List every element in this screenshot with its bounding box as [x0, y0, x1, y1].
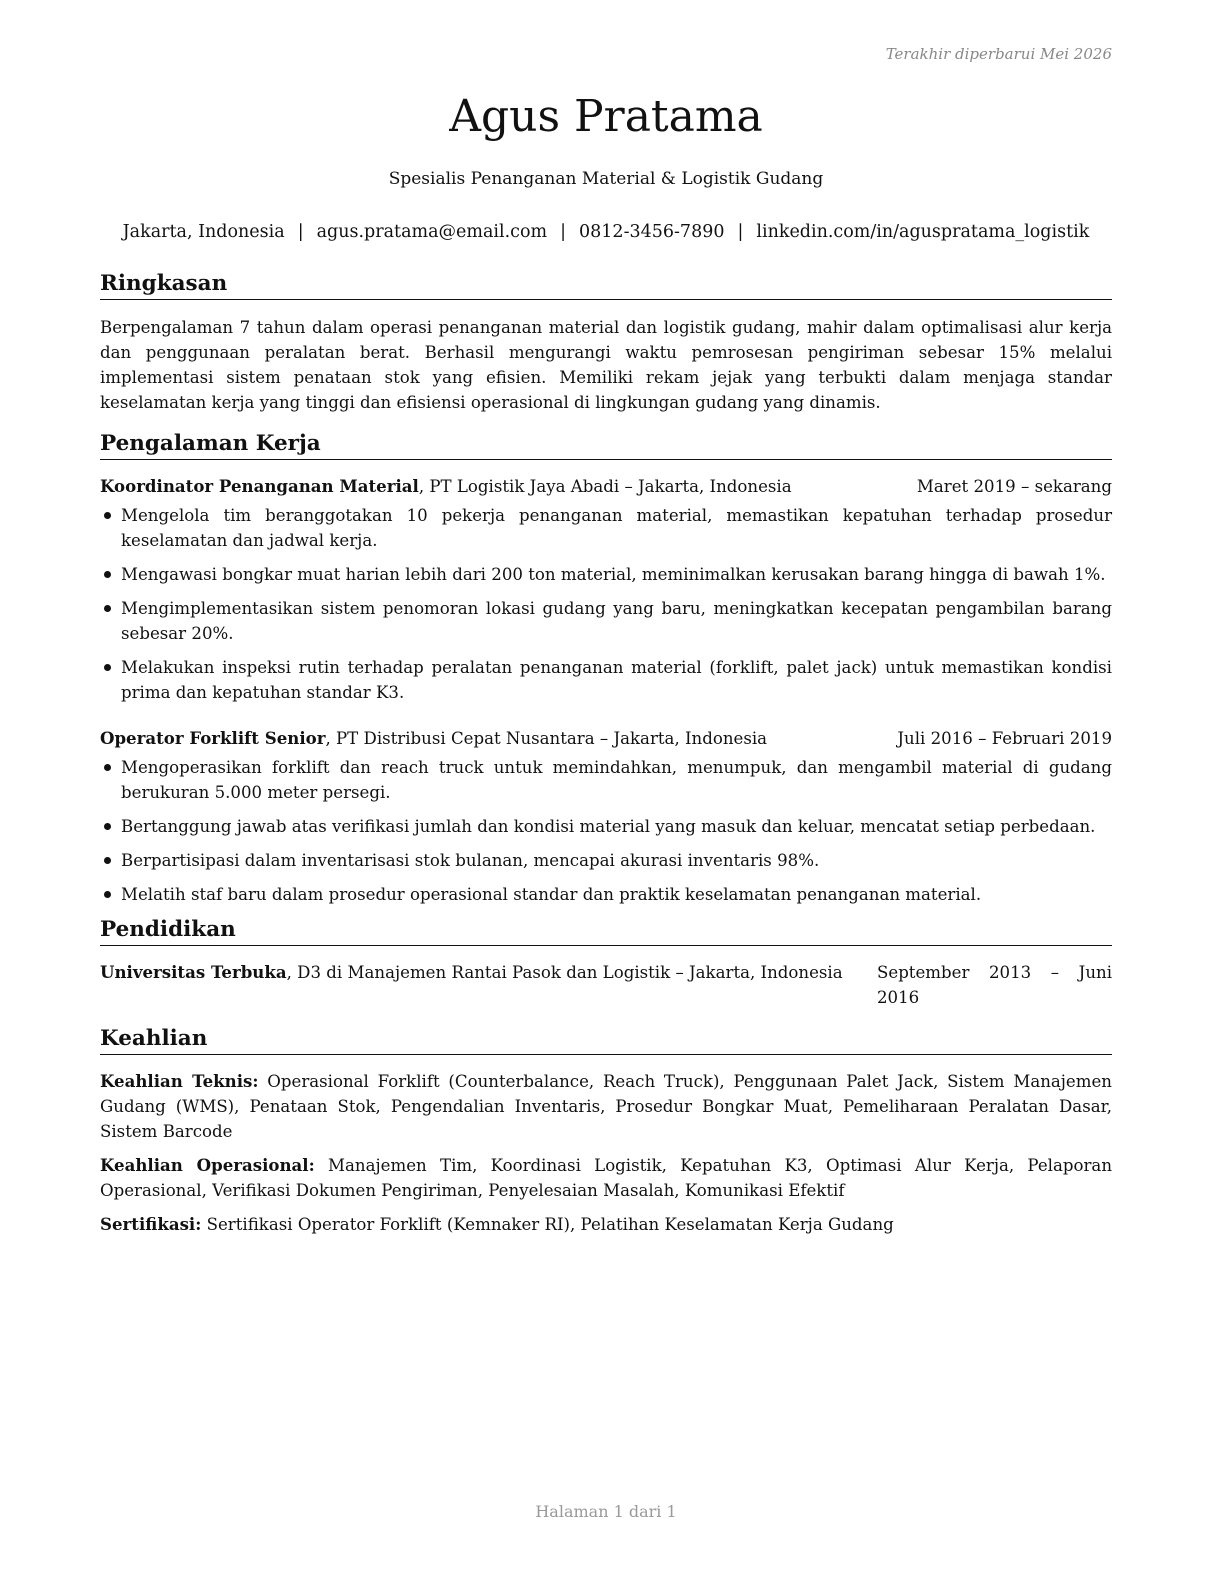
skill-text: Manajemen Tim, Koordinasi Logistik, Kepatuhan K3, Optimasi Alur Kerja, Pelaporan Operasional, Verifikasi Dokumen Pengiriman, Penyelesaian Masalah, Komunikasi Efektif — [100, 1156, 1113, 1200]
skill-label: Keahlian Operasional: — [100, 1155, 315, 1175]
education-dates: September 2013 – Juni 2016 — [877, 963, 1112, 1007]
candidate-name: Agus Pratama — [449, 91, 763, 142]
job-entry — [100, 474, 1112, 705]
bullet-icon — [104, 764, 111, 771]
last-updated: Terakhir diperbarui Mei 2026 — [885, 45, 1112, 63]
bullet-item: Mengoperasikan forklift dan reach truck untuk memindahkan, menumpuk, dan mengambil material di gudang berukuran 5.000 meter persegi. — [100, 755, 1112, 805]
bullet-icon — [104, 605, 111, 612]
contact-email[interactable]: agus.pratama@email.com — [316, 222, 548, 242]
skill-text: Operasional Forklift (Counterbalance, Reach Truck), Penggunaan Palet Jack, Sistem Manajemen Gudang (WMS), Penataan Stok, Pengendalian Inventaris, Prosedur Bongkar Muat, Pemeliharaan Peralatan Dasar, Sistem Barcode — [100, 1072, 1112, 1141]
bullet-icon — [104, 891, 111, 898]
experience-heading: Pengalaman Kerja — [100, 430, 1112, 460]
job-company: , PT Distribusi Cepat Nusantara – Jakarta, Indonesia — [325, 729, 768, 748]
contact-separator: | — [737, 222, 744, 242]
skill-label: Keahlian Teknis: — [100, 1071, 259, 1091]
contact-location: Jakarta, Indonesia — [122, 222, 285, 242]
bullet-item: Mengimplementasikan sistem penomoran lokasi gudang yang baru, meningkatkan kecepatan pengambilan barang sebesar 20%. — [100, 596, 1112, 646]
job-header — [100, 726, 1112, 751]
job-entry — [100, 726, 1112, 907]
job-company: , PT Logistik Jaya Abadi – Jakarta, Indonesia — [418, 477, 792, 496]
summary-text: Berpengalaman 7 tahun dalam operasi penanganan material dan logistik gudang, mahir dalam optimalisasi alur kerja dan penggunaan peralatan berat. Berhasil mengurangi waktu pemrosesan pengiriman sebesar 15% melalui implementasi sistem penataan stok yang efisien. Memiliki rekam jejak yang terbukti dalam menjaga standar keselamatan kerja yang tinggi dan efisiensi operasional di lingkungan gudang yang dinamis. — [100, 318, 1112, 412]
experience-section — [100, 430, 1112, 916]
bullet-icon — [104, 664, 111, 671]
job-role: Koordinator Penanganan Material — [100, 476, 419, 496]
bullet-item: Melakukan inspeksi rutin terhadap peralatan penanganan material (forklift, palet jack) untuk memastikan kondisi prima dan kepatuhan standar K3. — [100, 655, 1112, 705]
bullet-item: Berpartisipasi dalam inventarisasi stok bulanan, mencapai akurasi inventaris 98%. — [100, 848, 1112, 873]
education-heading: Pendidikan — [100, 916, 1112, 946]
bullet-item: Mengelola tim beranggotakan 10 pekerja penanganan material, memastikan kepatuhan terhadap prosedur keselamatan dan jadwal kerja. — [100, 503, 1112, 553]
bullet-item: Mengawasi bongkar muat harian lebih dari 200 ton material, meminimalkan kerusakan barang hingga di bawah 1%. — [100, 562, 1112, 587]
skill-group — [100, 1153, 1112, 1203]
skills-heading: Keahlian — [100, 1025, 1112, 1055]
skill-group — [100, 1069, 1112, 1144]
education-entry — [100, 960, 1112, 1010]
skill-group — [100, 1212, 1112, 1237]
job-dates: Maret 2019 – sekarang — [916, 477, 1112, 496]
contact-linkedin[interactable]: linkedin.com/in/aguspratama_logistik — [756, 222, 1090, 242]
bullet-icon — [104, 857, 111, 864]
job-bullets — [100, 503, 1112, 705]
skills-section — [100, 1025, 1112, 1246]
summary-heading: Ringkasan — [100, 270, 1112, 300]
page-number: Halaman 1 dari 1 — [535, 1502, 677, 1521]
contact-line — [100, 220, 1112, 244]
education-detail: , D3 di Manajemen Rantai Pasok dan Logistik – Jakarta, Indonesia — [286, 963, 843, 982]
resume-page — [100, 0, 1112, 1584]
skill-text: Sertifikasi Operator Forklift (Kemnaker RI), Pelatihan Keselamatan Kerja Gudang — [201, 1215, 894, 1234]
education-section — [100, 916, 1112, 1010]
bullet-icon — [104, 512, 111, 519]
job-header — [100, 474, 1112, 499]
skill-label: Sertifikasi: — [100, 1214, 202, 1234]
education-school: Universitas Terbuka — [100, 962, 287, 982]
contact-phone: 0812-3456-7890 — [579, 222, 725, 242]
contact-separator: | — [560, 222, 567, 242]
job-role: Operator Forklift Senior — [100, 728, 326, 748]
job-dates: Juli 2016 – Februari 2019 — [897, 729, 1112, 748]
bullet-item: Melatih staf baru dalam prosedur operasional standar dan praktik keselamatan penanganan material. — [100, 882, 1112, 907]
contact-separator: | — [297, 222, 304, 242]
bullet-icon — [104, 571, 111, 578]
job-headline: Spesialis Penanganan Material & Logistik Gudang — [388, 169, 824, 189]
summary-section — [100, 270, 1112, 415]
job-bullets — [100, 755, 1112, 907]
bullet-item: Bertanggung jawab atas verifikasi jumlah dan kondisi material yang masuk dan keluar, mencatat setiap perbedaan. — [100, 814, 1112, 839]
bullet-icon — [104, 823, 111, 830]
